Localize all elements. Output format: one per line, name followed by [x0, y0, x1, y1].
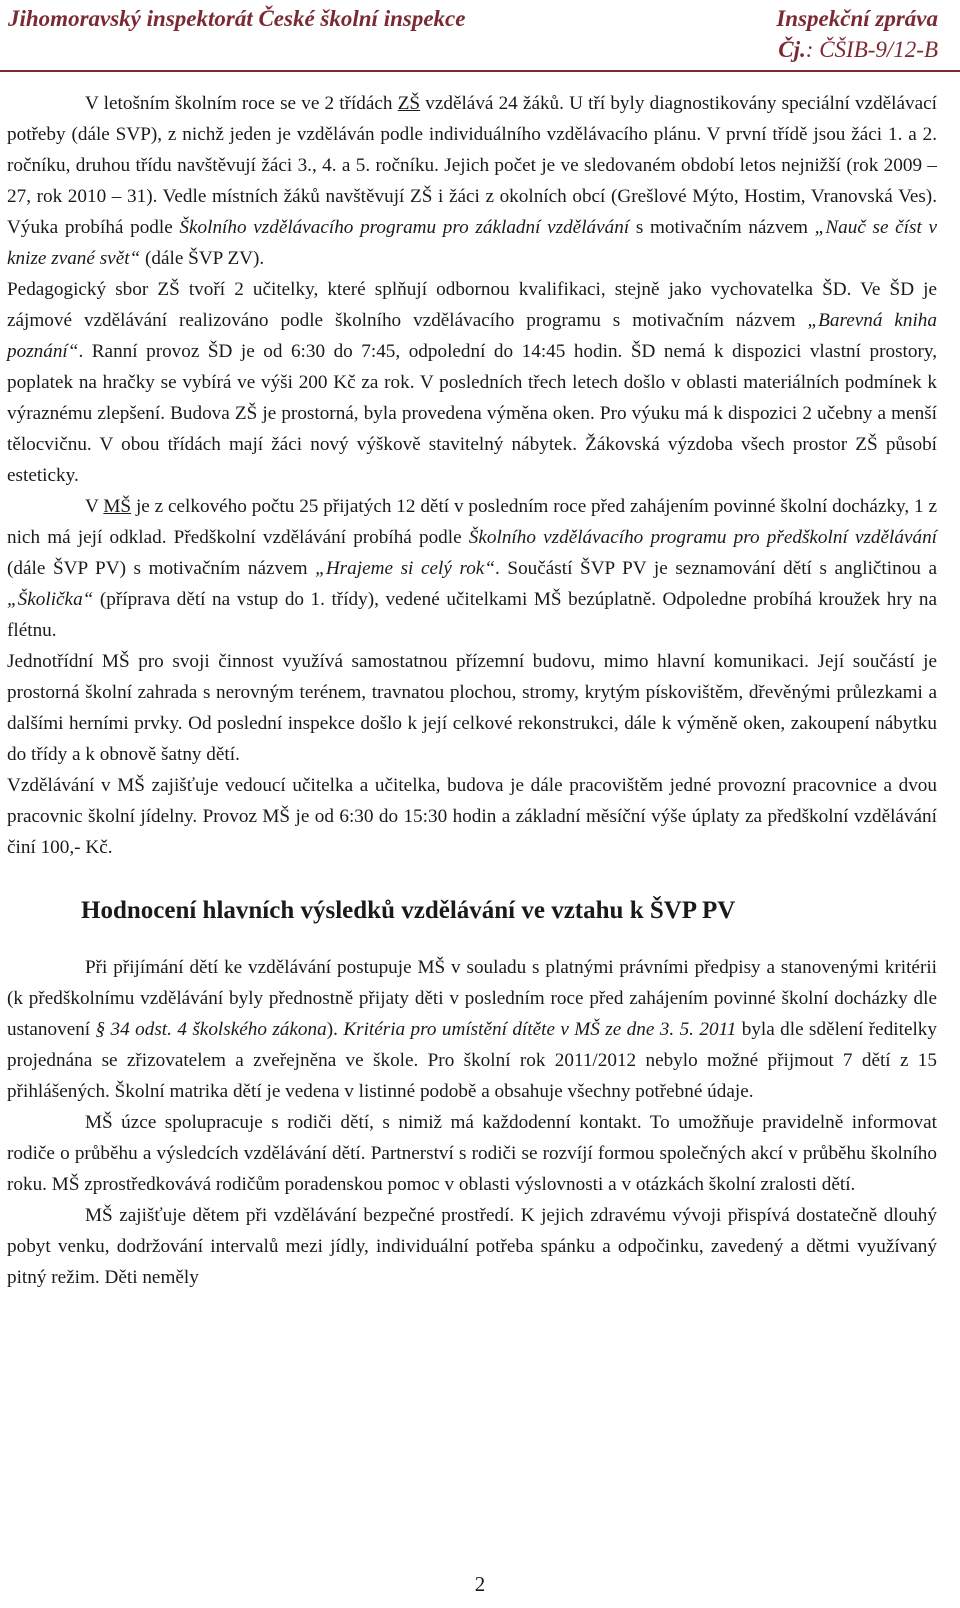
page-header [0, 5, 960, 73]
header-document-type: Inspekční zpráva [776, 6, 938, 31]
text-run: (příprava dětí na vstup do 1. třídy), vedené učitelkami MŠ bezúplatně. Odpoledne probíhá kroužek hry na flétnu. [7, 589, 937, 641]
paragraph-safety: MŠ zajišťuje dětem při vzdělávání bezpečné prostředí. K jejich zdravému vývoji přispívá dostatečně dlouhý pobyt venku, dodržování intervalů mezi jídly, individuální potřeba spánku a odpočinku, zavedený a dětmi využívaný pitný režim. Děti neměly [7, 1205, 937, 1288]
italic-program-name: Školního vzdělávacího programu pro předškolní vzdělávání [468, 527, 937, 548]
text-run: Pedagogický sbor ZŠ tvoří 2 učitelky, které splňují odbornou kvalifikaci, stejně jako vychovatelka ŠD. Ve ŠD je zájmové vzdělávání realizováno podle školního vzdělávacího programu s motivačním názvem [7, 279, 937, 331]
text-run: (dále ŠVP ZV). [140, 248, 265, 269]
italic-law-reference: § 34 odst. 4 školského zákona [95, 1019, 327, 1040]
paragraph-zs-staff [7, 274, 937, 491]
paragraph-zs-pupils [7, 88, 937, 274]
italic-document-title: Kritéria pro umístění dítěte v MŠ ze dne 3. 5. 2011 [343, 1019, 737, 1040]
text-run: Při přijímání dětí ke vzdělávání postupuje MŠ v souladu s platnými právními předpisy a stanovenými kritérii (k předškolnímu vzdělávání byly přednostně přijaty děti v posledním roce před zahájením povinné školní docházky dle ustanovení [7, 957, 937, 1040]
header-divider [0, 70, 960, 72]
text-run: s motivačním názvem [629, 217, 815, 238]
paragraph-parents: MŠ úzce spolupracuje s rodiči dětí, s nimiž má každodenní kontakt. To umožňuje pravidelně informovat rodiče o průběhu a výsledcích vzdělávání dětí. Partnerství s rodiči se rozvíjí formou společných akcí v průběhu školního roku. MŠ zprostředkovává rodičům poradenskou pomoc v oblasti výslovnosti a v otázkách školní zralosti dětí. [7, 1112, 937, 1195]
italic-motto: „Nauč se číst v knize zvané svět“ [7, 217, 937, 269]
text-run: (dále ŠVP PV) s motivačním názvem [7, 558, 316, 579]
header-reference-prefix: Čj. [778, 37, 806, 62]
italic-program-name: Školního vzdělávacího programu pro základní vzdělávání [179, 217, 630, 238]
text-run: je z celkového počtu 25 přijatých 12 dětí v posledním roce před zahájením povinné školní docházky, 1 z nich má její odklad. Předškolní vzdělávání probíhá podle [7, 496, 938, 548]
underlined-term: ZŠ [397, 93, 421, 114]
section-heading: Hodnocení hlavních výsledků vzdělávání ve vztahu k ŠVP PV [81, 897, 736, 924]
paragraph-admission [7, 952, 937, 1107]
paragraph-ms-staff: Vzdělávání v MŠ zajišťuje vedoucí učitelka a učitelka, budova je dále pracovištěm jedné provozní pracovnice a dvou pracovnic školní jídelny. Provoz MŠ je od 6:30 do 15:30 hodin a základní měsíční výše úplaty za předškolní vzdělávání činí 100,- Kč. [7, 775, 937, 858]
paragraph-ms-building: Jednotřídní MŠ pro svoji činnost využívá samostatnou přízemní budovu, mimo hlavní komunikaci. Její součástí je prostorná školní zahrada s nerovným terénem, travnatou plochou, stromy, krytým pískovištěm, dřevěnými průlezkami a dalšími herními prvky. Od poslední inspekce došlo k její celkové rekonstrukci, dále k výměně oken, zakoupení nábytku do třídy a k obnově šatny dětí. [7, 651, 937, 765]
italic-term: „Školička“ [7, 589, 94, 610]
text-run: V letošním školním roce se ve 2 třídách [85, 93, 398, 114]
header-reference-number: : ČŠIB-9/12-B [805, 37, 938, 62]
text-run: . Ranní provoz ŠD je od 6:30 do 7:45, odpolední do 14:45 hodin. ŠD nemá k dispozici vlastní prostory, poplatek na hračky se vybírá ve výši 200 Kč za rok. V posledních třech letech došlo v oblasti materiálních podmínek k výraznému zlepšení. Budova ZŠ je prostorná, byla provedena výměna oken. Pro výuku má k dispozici 2 učebny a menší tělocvičnu. V obou třídách mají žáci nový výškově stavitelný nábytek. Žákovská výzdoba všech prostor ZŠ působí esteticky. [7, 341, 937, 486]
header-reference [778, 36, 938, 64]
text-run: byla dle sdělení ředitelky projednána se zřizovatelem a zveřejněna ve škole. Pro školní rok 2011/2012 nebylo možné přijmout 7 dětí z 15 přihlášených. Školní matrika dětí je vedena v listinné podobě a obsahuje všechny potřebné údaje. [7, 1019, 937, 1102]
underlined-term: MŠ [103, 496, 132, 517]
paragraph-ms-children [7, 491, 937, 646]
italic-motto: „Hrajeme si celý rok“ [315, 558, 495, 579]
header-organization: Jihomoravský inspektorát České školní inspekce [8, 6, 466, 31]
document-body [7, 88, 937, 1293]
text-run: . Součástí ŠVP PV je seznamování dětí s angličtinou a [495, 558, 937, 579]
text-run: vzdělává 24 žáků. U tří byly diagnostikovány speciální vzdělávací potřeby (dále SVP), z nichž jeden je vzděláván podle individuálního vzdělávacího plánu. V první třídě jsou žáci 1. a 2. ročníku, druhou třídu navštěvují žáci 3., 4. a 5. ročníku. Jejich počet je ve sledovaném období letos nejnižší (rok 2009 – 27, rok 2010 – 31). Vedle místních žáků navštěvují ZŠ i žáci z okolních obcí (Grešlové Mýto, Hostim, Vranovská Ves). Výuka probíhá podle [7, 93, 937, 238]
text-run: ). [326, 1019, 344, 1040]
page-number: 2 [474, 1572, 486, 1596]
italic-motto: „Barevná kniha poznání“ [7, 310, 937, 362]
text-run: V [85, 496, 104, 517]
